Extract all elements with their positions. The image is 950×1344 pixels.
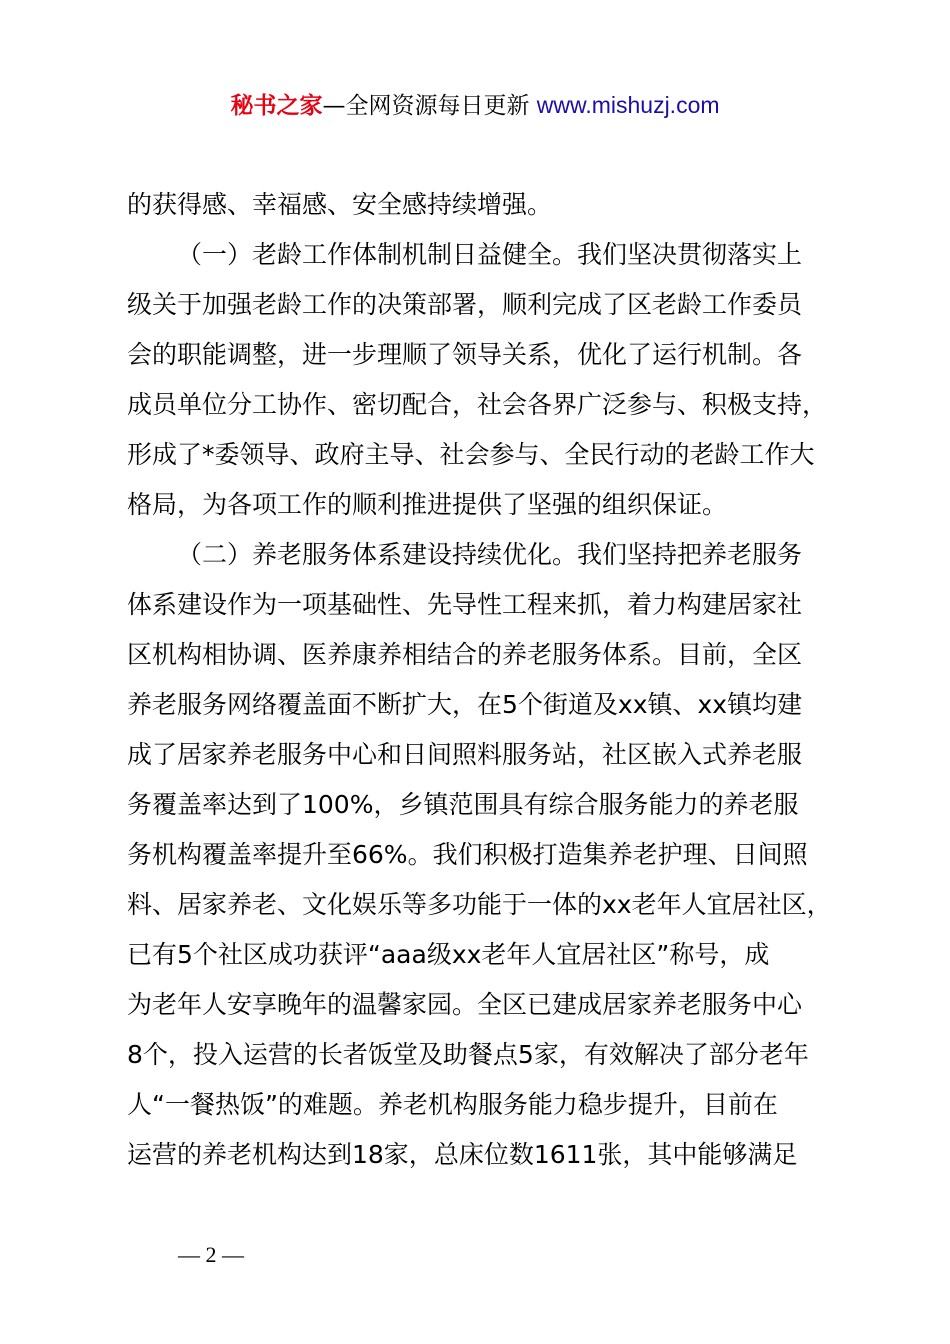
text-line: 养老服务网络覆盖面不断扩大，在5个街道及xx镇、xx镇均建: [127, 690, 803, 719]
text-line: 已有5个社区成功获评“aaa级xx老年人宜居社区”称号，成: [127, 940, 770, 969]
text-line: 成员单位分工协作、密切配合，社会各界广泛参与、积极支持，: [127, 390, 828, 419]
text-line: 形成了*委领导、政府主导、社会参与、全民行动的老龄工作大: [127, 440, 815, 469]
page-header: [0, 88, 950, 123]
text-line: （二）养老服务体系建设持续优化。我们坚持把养老服务: [177, 540, 803, 569]
header-tagline: —全网资源每日更新: [322, 93, 537, 119]
text-line: 务机构覆盖率提升至66%。我们积极打造集养老护理、日间照: [127, 840, 808, 869]
text-line: 级关于加强老龄工作的决策部署，顺利完成了区老龄工作委员: [127, 290, 803, 319]
text-line: 人“一餐热饭”的难题。养老机构服务能力稳步提升，目前在: [127, 1090, 778, 1119]
text-line: 格局，为各项工作的顺利推进提供了坚强的组织保证。: [127, 490, 728, 519]
text-line: 8个，投入运营的长者饭堂及助餐点5家，有效解决了部分老年: [127, 1040, 809, 1069]
text-line: 务覆盖率达到了100%，乡镇范围具有综合服务能力的养老服: [127, 790, 799, 819]
text-line: 料、居家养老、文化娱乐等多功能于一体的xx老年人宜居社区，: [127, 890, 832, 919]
text-line: 区机构相协调、医养康养相结合的养老服务体系。目前，全区: [127, 640, 803, 669]
text-line: 会的职能调整，进一步理顺了领导关系，优化了运行机制。各: [127, 340, 803, 369]
text-line: 体系建设作为一项基础性、先导性工程来抓，着力构建居家社: [127, 590, 803, 619]
brand-name: 秘书之家: [230, 93, 323, 119]
text-line: 成了居家养老服务中心和日间照料服务站，社区嵌入式养老服: [127, 740, 803, 769]
text-line: 的获得感、幸福感、安全感持续增强。: [127, 190, 553, 219]
document-body: [127, 180, 837, 1180]
page-number: — 2 —: [178, 1242, 244, 1267]
text-line: 为老年人安享晚年的温馨家园。全区已建成居家养老服务中心: [127, 990, 803, 1019]
text-line: 运营的养老机构达到18家，总床位数1611张，其中能够满足: [127, 1140, 798, 1169]
site-url-link[interactable]: www.mishuzj.com: [536, 92, 720, 118]
text-line: （一）老龄工作体制机制日益健全。我们坚决贯彻落实上: [177, 240, 803, 269]
